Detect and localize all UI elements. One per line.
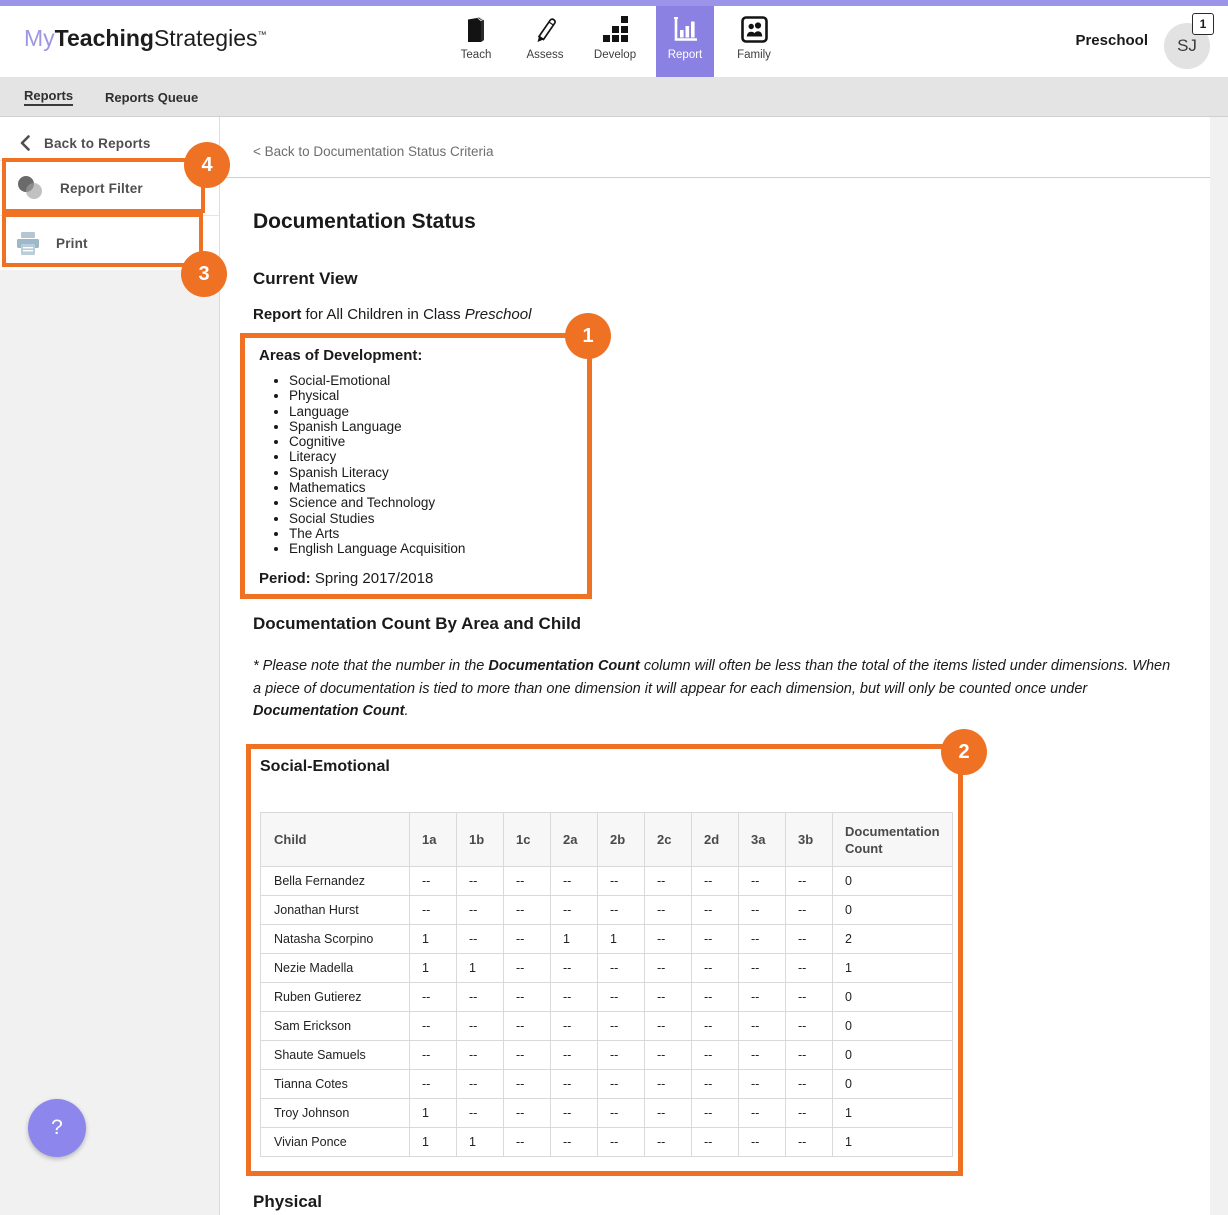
dimension-cell: --	[645, 1099, 692, 1128]
social-emotional-panel	[246, 744, 963, 1176]
dimension-cell: --	[598, 1041, 645, 1070]
period-value: Spring 2017/2018	[314, 569, 434, 587]
print-button[interactable]	[0, 216, 219, 270]
table-row	[261, 1128, 953, 1157]
documentation-count-cell: 0	[833, 1012, 953, 1041]
documentation-count-cell: 0	[833, 1041, 953, 1070]
dimension-cell: 1	[457, 954, 504, 983]
dimension-cell: --	[457, 925, 504, 954]
logo-teaching: Teaching	[54, 25, 154, 51]
report-class-name: Preschool	[464, 306, 532, 323]
tab-reports-queue-label: Reports Queue	[105, 89, 199, 105]
table-row	[261, 867, 953, 896]
dimension-cell: --	[739, 1041, 786, 1070]
dimension-cell: --	[598, 867, 645, 896]
tab-reports-queue[interactable]	[105, 77, 198, 117]
report-filter-button[interactable]	[0, 161, 219, 215]
bar-chart-icon	[671, 15, 699, 43]
annotation-circle-2: 2	[941, 729, 987, 775]
filter-icon	[18, 176, 44, 200]
dimension-cell: --	[692, 1128, 739, 1157]
child-name-cell: Tianna Cotes	[261, 1070, 410, 1099]
dimension-cell: --	[598, 896, 645, 925]
dimension-cell: --	[692, 867, 739, 896]
dimension-cell: --	[739, 925, 786, 954]
child-name-cell: Bella Fernandez	[261, 867, 410, 896]
dimension-cell: --	[739, 1070, 786, 1099]
dimension-cell: --	[457, 896, 504, 925]
table-row	[261, 954, 953, 983]
documentation-count-table	[260, 812, 953, 1157]
areas-heading: Areas of Development:	[259, 347, 423, 364]
dimension-cell: --	[410, 867, 457, 896]
dimension-cell: --	[739, 1012, 786, 1041]
period-label: Period:	[259, 569, 311, 587]
column-header: 1b	[457, 813, 504, 867]
dimension-cell: --	[739, 954, 786, 983]
dimension-cell: --	[598, 1070, 645, 1099]
area-item: • Language	[289, 404, 587, 419]
child-name-cell: Sam Erickson	[261, 1012, 410, 1041]
dimension-cell: --	[739, 867, 786, 896]
dimension-cell: --	[786, 1012, 833, 1041]
nav-assess-label: Assess	[526, 49, 564, 61]
printer-icon	[16, 232, 40, 255]
dimension-cell: --	[645, 1012, 692, 1041]
nav-report-label: Report	[667, 49, 703, 61]
nav-teach-label: Teach	[460, 49, 492, 61]
dimension-cell: --	[598, 1099, 645, 1128]
current-view-heading: Current View	[253, 269, 358, 288]
documentation-count-cell: 0	[833, 867, 953, 896]
dimension-cell: --	[739, 1128, 786, 1157]
nav-family[interactable]	[725, 6, 783, 77]
avatar-initials: SJ	[1177, 36, 1197, 55]
dimension-cell: 1	[410, 954, 457, 983]
dimension-cell: --	[739, 983, 786, 1012]
blocks-chart-icon	[601, 15, 629, 43]
dimension-cell: --	[504, 1128, 551, 1157]
sidebar-panel	[0, 117, 219, 270]
doc-count-heading: Documentation Count By Area and Child	[253, 614, 582, 633]
content-divider	[220, 177, 1210, 178]
dimension-cell: --	[551, 1099, 598, 1128]
annotation-circle-1: 1	[565, 313, 611, 359]
dimension-cell: --	[645, 896, 692, 925]
dimension-cell: --	[504, 1099, 551, 1128]
dimension-cell: --	[692, 1099, 739, 1128]
dimension-cell: --	[692, 1012, 739, 1041]
back-to-criteria-link[interactable]: < Back to Documentation Status Criteria	[253, 144, 494, 159]
dimension-cell: --	[645, 1070, 692, 1099]
areas-list	[259, 373, 587, 557]
dimension-cell: --	[504, 896, 551, 925]
dimension-cell: --	[645, 954, 692, 983]
logo-strategies: Strategies	[153, 25, 258, 51]
app-logo[interactable]	[24, 25, 267, 52]
dimension-cell: --	[786, 1041, 833, 1070]
page-title: Documentation Status	[253, 210, 476, 233]
dimension-cell: --	[786, 1070, 833, 1099]
dimension-cell: --	[598, 1128, 645, 1157]
logo-trademark: ™	[257, 29, 267, 40]
dimension-cell: --	[457, 867, 504, 896]
column-header: 1a	[410, 813, 457, 867]
period-line	[259, 570, 587, 587]
child-name-cell: Jonathan Hurst	[261, 896, 410, 925]
area-item: • Spanish Literacy	[289, 465, 587, 480]
dimension-cell: --	[504, 954, 551, 983]
areas-of-development-panel	[240, 333, 592, 599]
dimension-cell: --	[504, 1012, 551, 1041]
dimension-cell: --	[551, 983, 598, 1012]
dimension-cell: 1	[551, 925, 598, 954]
help-button[interactable]: ?	[28, 1099, 86, 1157]
area-item: • Social-Emotional	[289, 373, 587, 388]
dimension-cell: --	[692, 896, 739, 925]
dimension-cell: --	[457, 1012, 504, 1041]
nav-develop[interactable]	[586, 6, 644, 77]
dimension-cell: --	[786, 954, 833, 983]
note-segment: Documentation Count	[488, 658, 640, 674]
column-header: 2b	[598, 813, 645, 867]
dimension-cell: --	[786, 1099, 833, 1128]
dimension-cell: --	[410, 1041, 457, 1070]
dimension-cell: --	[692, 954, 739, 983]
nav-teach[interactable]	[447, 6, 505, 77]
dimension-cell: --	[410, 896, 457, 925]
area-item: • Spanish Language	[289, 419, 587, 434]
note-segment: Documentation Count	[253, 703, 405, 719]
dimension-cell: --	[504, 983, 551, 1012]
child-name-cell: Natasha Scorpino	[261, 925, 410, 954]
physical-section-heading: Physical	[253, 1192, 322, 1211]
dimension-cell: --	[692, 1070, 739, 1099]
documentation-count-cell: 0	[833, 896, 953, 925]
column-header: Documentation Count	[833, 813, 953, 867]
dimension-cell: --	[410, 1012, 457, 1041]
child-name-cell: Troy Johnson	[261, 1099, 410, 1128]
nav-develop-label: Develop	[593, 49, 637, 61]
pencil-icon	[531, 15, 559, 43]
dimension-cell: --	[739, 1099, 786, 1128]
column-header: 3a	[739, 813, 786, 867]
documentation-count-cell: 0	[833, 1070, 953, 1099]
child-name-cell: Nezie Madella	[261, 954, 410, 983]
dimension-cell: 1	[410, 925, 457, 954]
dimension-cell: --	[551, 954, 598, 983]
dimension-cell: --	[551, 1012, 598, 1041]
app-header	[0, 6, 1228, 77]
dimension-cell: --	[786, 983, 833, 1012]
nav-assess[interactable]	[517, 6, 573, 77]
table-row	[261, 1012, 953, 1041]
notification-badge: 1	[1192, 13, 1214, 35]
dimension-cell: --	[645, 867, 692, 896]
class-selector[interactable]: Preschool	[1075, 32, 1148, 49]
area-item: • The Arts	[289, 526, 587, 541]
documentation-count-cell: 1	[833, 1128, 953, 1157]
family-photo-icon	[740, 15, 768, 43]
documentation-count-cell: 2	[833, 925, 953, 954]
dimension-cell: --	[551, 867, 598, 896]
reports-subnav	[0, 77, 1228, 117]
area-item: • Physical	[289, 388, 587, 403]
dimension-cell: --	[645, 983, 692, 1012]
dimension-cell: --	[551, 896, 598, 925]
annotation-circle-4: 4	[184, 142, 230, 188]
dimension-cell: --	[786, 896, 833, 925]
column-header: 2d	[692, 813, 739, 867]
child-name-cell: Ruben Gutierez	[261, 983, 410, 1012]
dimension-cell: --	[457, 1070, 504, 1099]
back-to-reports-label: Back to Reports	[44, 135, 151, 151]
report-scope-text: for All Children in Class	[301, 306, 465, 323]
column-header: 3b	[786, 813, 833, 867]
column-header: 2c	[645, 813, 692, 867]
dimension-cell: --	[551, 1070, 598, 1099]
area-item: • Mathematics	[289, 480, 587, 495]
dimension-cell: --	[457, 983, 504, 1012]
sidebar	[0, 117, 220, 1215]
print-label: Print	[56, 235, 88, 251]
dimension-cell: --	[692, 925, 739, 954]
table-row	[261, 1070, 953, 1099]
note-segment: .	[404, 703, 409, 719]
table-section-title: Social-Emotional	[260, 758, 390, 775]
tab-reports[interactable]	[24, 77, 73, 117]
area-item: • Science and Technology	[289, 495, 587, 510]
column-header: Child	[261, 813, 410, 867]
note-segment: * Please note that the number in the	[253, 658, 489, 674]
dimension-cell: --	[457, 1099, 504, 1128]
tab-reports-label: Reports	[24, 88, 73, 106]
dimension-cell: --	[645, 1128, 692, 1157]
doc-count-note	[253, 655, 1173, 723]
area-item: • Social Studies	[289, 511, 587, 526]
chevron-left-icon	[20, 135, 30, 151]
dimension-cell: --	[645, 1041, 692, 1070]
nav-family-label: Family	[737, 49, 771, 61]
dimension-cell: --	[645, 925, 692, 954]
nav-report[interactable]	[656, 6, 714, 77]
note-segment: column will often be less than the total of the items listed under dimensions. When a piece of documentation is tied to more than one dimension it will appear for each dimension, but will only be counted once under	[253, 658, 1171, 697]
report-filter-label: Report Filter	[60, 180, 143, 196]
dimension-cell: --	[410, 1070, 457, 1099]
dimension-cell: --	[504, 925, 551, 954]
dimension-cell: --	[786, 1128, 833, 1157]
dimension-cell: 1	[598, 925, 645, 954]
dimension-cell: --	[551, 1041, 598, 1070]
table-row	[261, 925, 953, 954]
dimension-cell: 1	[457, 1128, 504, 1157]
documentation-count-cell: 0	[833, 983, 953, 1012]
back-to-reports-button[interactable]	[0, 125, 219, 161]
child-name-cell: Shaute Samuels	[261, 1041, 410, 1070]
main-content	[220, 117, 1210, 1215]
report-scope-line	[253, 306, 531, 323]
table-row	[261, 1099, 953, 1128]
child-name-cell: Vivian Ponce	[261, 1128, 410, 1157]
dimension-cell: --	[410, 983, 457, 1012]
column-header: 1c	[504, 813, 551, 867]
area-item: • Literacy	[289, 449, 587, 464]
book-icon	[462, 15, 490, 43]
dimension-cell: 1	[410, 1099, 457, 1128]
table-row	[261, 896, 953, 925]
logo-my: My	[24, 25, 55, 51]
report-word: Report	[253, 306, 302, 323]
area-item: • English Language Acquisition	[289, 541, 587, 556]
annotation-circle-3: 3	[181, 251, 227, 297]
dimension-cell: --	[786, 925, 833, 954]
dimension-cell: --	[692, 1041, 739, 1070]
column-header: 2a	[551, 813, 598, 867]
dimension-cell: --	[786, 867, 833, 896]
dimension-cell: --	[504, 1041, 551, 1070]
documentation-count-cell: 1	[833, 954, 953, 983]
dimension-cell: --	[504, 1070, 551, 1099]
dimension-cell: --	[598, 983, 645, 1012]
dimension-cell: --	[457, 1041, 504, 1070]
dimension-cell: --	[598, 954, 645, 983]
dimension-cell: --	[504, 867, 551, 896]
dimension-cell: --	[692, 983, 739, 1012]
table-row	[261, 983, 953, 1012]
dimension-cell: --	[739, 896, 786, 925]
dimension-cell: 1	[410, 1128, 457, 1157]
table-header-row	[261, 813, 953, 867]
dimension-cell: --	[598, 1012, 645, 1041]
dimension-cell: --	[551, 1128, 598, 1157]
documentation-count-cell: 1	[833, 1099, 953, 1128]
area-item: • Cognitive	[289, 434, 587, 449]
table-row	[261, 1041, 953, 1070]
